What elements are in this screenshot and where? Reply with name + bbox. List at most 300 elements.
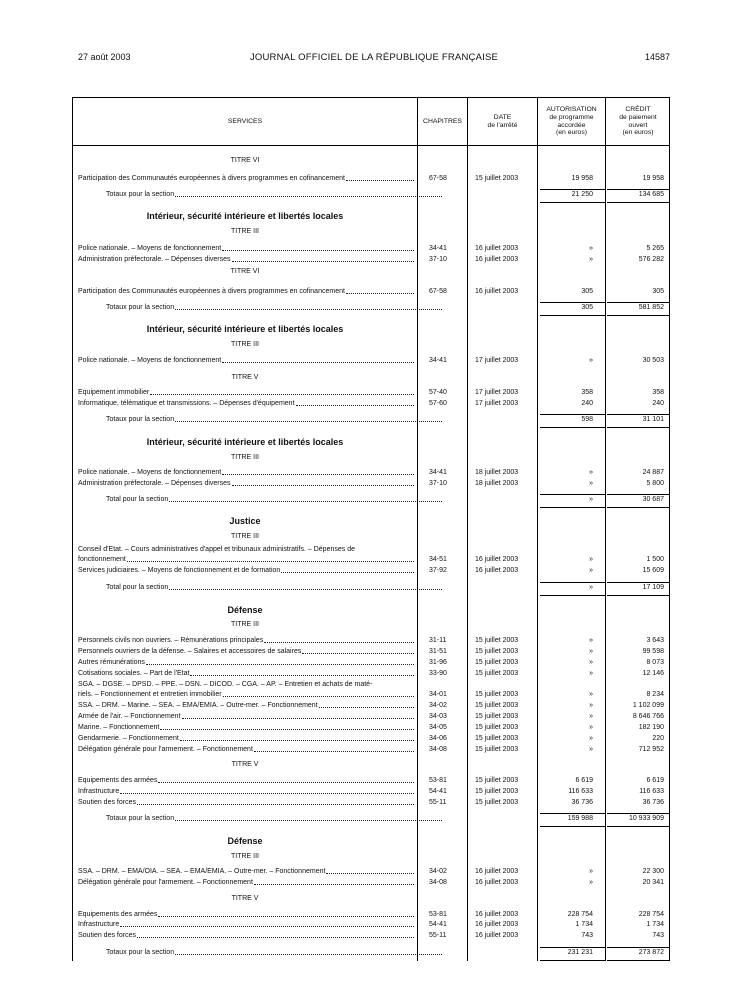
date-cell: 15 juillet 2003 (475, 788, 519, 795)
credit-cell: 36 736 (642, 799, 664, 806)
titre-heading (73, 852, 669, 862)
chapitre-cell: 34-08 (429, 879, 447, 886)
service-cell (78, 399, 414, 409)
table-row (73, 931, 669, 941)
autorisation-cell: » (589, 735, 593, 742)
credit-cell: 743 (652, 932, 664, 939)
service-label: Total pour la section (106, 584, 169, 591)
service-cell (78, 174, 414, 184)
autorisation-cell: » (589, 648, 593, 655)
dot-leader (180, 734, 414, 741)
autorisation-cell: » (589, 256, 593, 263)
titre-label: TITRE III (231, 853, 259, 860)
service-label: Equipement immobilier (78, 389, 150, 396)
date-cell: 16 juillet 2003 (475, 556, 519, 563)
service-cell (78, 658, 414, 668)
autorisation-cell: » (589, 868, 593, 875)
chapitre-cell: 34-01 (429, 691, 447, 698)
total-box (540, 582, 605, 596)
total-box (540, 189, 605, 203)
dot-leader (175, 814, 442, 821)
chapitre-cell: 34-03 (429, 713, 447, 720)
chapitre-cell: 34-02 (429, 868, 447, 875)
date-cell: 15 juillet 2003 (475, 691, 519, 698)
credit-cell: 8 234 (646, 691, 664, 698)
credit-cell: 8 073 (646, 659, 664, 666)
table-row (73, 468, 669, 478)
service-label: Totaux pour la section (106, 815, 175, 822)
autorisation-cell: 19 958 (571, 175, 593, 182)
autorisation-cell: » (589, 879, 593, 886)
service-label: Totaux pour la section (106, 191, 175, 198)
service-cell (78, 931, 414, 941)
autorisation-cell: » (589, 480, 593, 487)
autorisation-cell: 1 734 (575, 921, 593, 928)
table-row (73, 479, 669, 489)
service-cell (78, 255, 414, 265)
total-box (607, 813, 670, 827)
chapitre-cell: 34-41 (429, 245, 447, 252)
service-label: Autres rémunérations (78, 659, 145, 666)
service-cell (78, 910, 414, 920)
chapitre-cell: 31-51 (429, 648, 447, 655)
service-cell (78, 814, 442, 824)
date-cell: 16 juillet 2003 (475, 288, 519, 295)
table-row (73, 356, 669, 366)
credit-cell: 1 734 (646, 921, 664, 928)
total-box (607, 189, 670, 203)
chapitre-cell: 57-40 (429, 389, 447, 396)
dot-leader (175, 303, 442, 310)
credit-cell: 273 872 (638, 949, 664, 956)
table-row (73, 776, 669, 786)
total-row (73, 190, 669, 200)
service-label: Participation des Communautés européennes à divers programmes en cofinancement (78, 288, 345, 295)
total-row (73, 495, 669, 505)
date-cell: 17 juillet 2003 (475, 389, 519, 396)
date-cell: 16 juillet 2003 (475, 868, 519, 875)
header-separator (73, 145, 669, 146)
chapitre-cell: 57-60 (429, 400, 447, 407)
credit-cell: 30 503 (642, 357, 664, 364)
credit-cell: 358 (652, 389, 664, 396)
dot-leader (281, 566, 414, 573)
credit-cell: 6 619 (646, 777, 664, 784)
chapitre-cell: 34-06 (429, 735, 447, 742)
service-label: Armée de l'air. – Fonctionnement (78, 713, 181, 720)
service-cell (78, 745, 414, 755)
service-label: Equipements des armées (78, 911, 158, 918)
service-label: Participation des Communautés européennes à divers programmes en cofinancement (78, 175, 345, 182)
date-cell: 16 juillet 2003 (475, 256, 519, 263)
date-cell: 16 juillet 2003 (475, 911, 519, 918)
date-cell: 16 juillet 2003 (475, 879, 519, 886)
chapitre-cell: 34-51 (429, 556, 447, 563)
service-label: Totaux pour la section (106, 949, 175, 956)
autorisation-cell: 6 619 (575, 777, 593, 784)
autorisation-cell: 305 (581, 288, 593, 295)
autorisation-cell: 21 250 (571, 191, 593, 198)
table-row (73, 734, 669, 744)
credit-cell: 1 102 099 (632, 702, 664, 709)
service-label: Marine. – Fonctionnement (78, 724, 160, 731)
table-row (73, 920, 669, 930)
date-cell: 16 juillet 2003 (475, 921, 519, 928)
credit-cell: 116 633 (639, 788, 664, 795)
table-row (73, 658, 669, 668)
autorisation-cell: » (589, 637, 593, 644)
ministry-heading (73, 516, 669, 526)
chapitre-cell: 31-96 (429, 659, 447, 666)
chapitre-cell: 54-41 (429, 788, 447, 795)
service-cell (78, 636, 414, 646)
autorisation-cell: 358 (581, 389, 593, 396)
service-cell (78, 388, 414, 398)
ministry-name: Défense (227, 836, 263, 846)
titre-label: TITRE V (231, 374, 259, 381)
service-label: Délégation générale pour l'armement. – Fonctionnement (78, 879, 253, 886)
dot-leader (222, 468, 414, 475)
titre-label: TITRE V (231, 761, 259, 768)
service-cell (78, 555, 414, 565)
ministry-heading (73, 211, 669, 221)
dot-leader (160, 723, 414, 730)
service-cell (78, 878, 414, 888)
chapitre-cell: 67-58 (429, 175, 447, 182)
autorisation-cell: » (589, 556, 593, 563)
dot-leader (264, 636, 414, 643)
autorisation-cell: 159 988 (567, 815, 593, 822)
date-cell: 15 juillet 2003 (475, 702, 519, 709)
titre-label: TITRE III (231, 341, 259, 348)
chapitre-cell: 34-02 (429, 702, 447, 709)
credit-cell: 19 958 (642, 175, 664, 182)
table-row (73, 701, 669, 711)
dot-leader (120, 920, 414, 927)
autorisation-cell: 240 (581, 400, 593, 407)
service-cell (78, 701, 414, 711)
dot-leader (158, 776, 414, 783)
titre-heading (73, 620, 669, 630)
autorisation-cell: » (589, 724, 593, 731)
service-label: Equipements des armées (78, 777, 158, 784)
table-row (73, 798, 669, 808)
credit-cell: 5 265 (646, 245, 664, 252)
total-box (607, 302, 670, 316)
service-label: Cotisations sociales. – Part de l'Etat (78, 670, 190, 677)
credit-cell: 240 (652, 400, 664, 407)
col-header-credit: CRÉDIT de paiement ouvert (en euros) (619, 106, 657, 137)
service-label: Police nationale. – Moyens de fonctionnement (78, 469, 222, 476)
dot-leader (296, 399, 414, 406)
table-row (73, 723, 669, 733)
service-cell (78, 545, 414, 555)
table-row (73, 712, 669, 722)
autorisation-cell: » (589, 245, 593, 252)
service-label: Gendarmerie. – Fonctionnement (78, 735, 179, 742)
credit-cell: 305 (652, 288, 664, 295)
chapitre-cell: 33-90 (429, 670, 447, 677)
dot-leader (169, 495, 442, 502)
chapitre-cell: 34-05 (429, 724, 447, 731)
total-row (73, 948, 669, 958)
service-label: Délégation générale pour l'armement. – Fonctionnement (78, 746, 253, 753)
ministry-heading (73, 605, 669, 615)
service-cell (78, 647, 414, 657)
ministry-name: Intérieur, sécurité intérieure et libertés locales (146, 211, 344, 221)
service-cell (78, 712, 414, 722)
autorisation-cell: » (589, 496, 593, 503)
titre-heading (73, 156, 669, 166)
chapitre-cell: 53-81 (429, 777, 447, 784)
table-row (73, 287, 669, 297)
dot-leader (137, 798, 414, 805)
service-label: Police nationale. – Moyens de fonctionnement (78, 357, 222, 364)
credit-cell: 5 800 (646, 480, 664, 487)
autorisation-cell: » (589, 357, 593, 364)
service-label: Infrastructure (78, 788, 120, 795)
service-cell (78, 583, 442, 593)
total-box (540, 947, 605, 961)
service-cell (78, 734, 414, 744)
credit-cell: 220 (652, 735, 664, 742)
dot-leader (146, 658, 414, 665)
credit-cell: 24 887 (642, 469, 664, 476)
dot-leader (190, 669, 414, 676)
autorisation-cell: » (589, 702, 593, 709)
credit-cell: 581 852 (638, 304, 664, 311)
dot-leader (223, 690, 414, 697)
table-row (73, 399, 669, 409)
table-row (73, 555, 669, 565)
autorisation-cell: » (589, 670, 593, 677)
autorisation-cell: 598 (581, 416, 593, 423)
table-row (73, 867, 669, 877)
chapitre-cell: 37-92 (429, 567, 447, 574)
dot-leader (150, 388, 414, 395)
credit-cell: 182 190 (638, 724, 664, 731)
dot-leader (232, 479, 414, 486)
chapitre-cell: 37-10 (429, 480, 447, 487)
date-cell: 15 juillet 2003 (475, 735, 519, 742)
total-box (607, 947, 670, 961)
service-label: Personnels civils non ouvriers. – Rémunérations principales (78, 637, 264, 644)
col-header-autorisation: AUTORISATION de programme accordée (en euros) (546, 106, 597, 137)
dot-leader (319, 701, 414, 708)
table-row (73, 566, 669, 576)
credit-cell: 31 101 (642, 416, 664, 423)
service-cell (78, 244, 414, 254)
date-cell: 18 juillet 2003 (475, 480, 519, 487)
credit-cell: 20 341 (642, 879, 664, 886)
credit-cell: 12 146 (642, 670, 664, 677)
service-cell (78, 723, 414, 733)
total-row (73, 583, 669, 593)
ministry-heading (73, 836, 669, 846)
titre-heading (73, 532, 669, 542)
service-cell (78, 680, 414, 690)
date-cell: 15 juillet 2003 (475, 724, 519, 731)
titre-heading (73, 340, 669, 350)
dot-leader (302, 647, 414, 654)
date-cell: 15 juillet 2003 (475, 777, 519, 784)
titre-heading (73, 760, 669, 770)
col-header-date: DATE de l'arrêté (487, 113, 518, 129)
chapitre-cell: 54-41 (429, 921, 447, 928)
service-label: Informatique, télématique et transmissions. – Dépenses d'équipement (78, 400, 295, 407)
table-row (73, 745, 669, 755)
credit-cell: 134 685 (638, 191, 664, 198)
dot-leader (254, 745, 414, 752)
autorisation-cell: » (589, 713, 593, 720)
total-row (73, 303, 669, 313)
autorisation-cell: 116 633 (568, 788, 593, 795)
date-cell: 15 juillet 2003 (475, 637, 519, 644)
service-label: Administration préfectorale. – Dépenses diverses (78, 480, 231, 487)
titre-heading (73, 373, 669, 383)
credit-cell: 10 933 909 (628, 815, 664, 822)
autorisation-cell: 743 (581, 932, 593, 939)
service-label: Administration préfectorale. – Dépenses diverses (78, 256, 231, 263)
credit-cell: 3 643 (646, 637, 664, 644)
credit-cell: 1 500 (646, 556, 664, 563)
table-row (73, 636, 669, 646)
credit-cell: 30 687 (642, 496, 664, 503)
col-header-services: SERVICES (227, 117, 263, 125)
chapitre-cell: 55-11 (429, 932, 447, 939)
service-cell (78, 190, 442, 200)
titre-label: TITRE III (231, 621, 259, 628)
service-label: Totaux pour la section (106, 416, 175, 423)
service-cell (78, 798, 414, 808)
ministry-heading (73, 437, 669, 447)
service-label: Soutien des forces (78, 932, 136, 939)
total-box (607, 494, 670, 508)
service-cell (78, 303, 442, 313)
table-row (73, 878, 669, 888)
table-row (73, 255, 669, 265)
service-label: riels. – Fonctionnement et entretien immobilier (78, 691, 222, 698)
service-cell (78, 920, 414, 930)
dot-leader (127, 555, 414, 562)
service-label: Infrastructure (78, 921, 120, 928)
service-label: Total pour la section (106, 496, 169, 503)
ministry-heading (73, 324, 669, 334)
titre-label: TITRE III (231, 533, 259, 540)
total-box (607, 582, 670, 596)
table-row (73, 669, 669, 679)
service-cell (78, 566, 414, 576)
chapitre-cell: 34-41 (429, 357, 447, 364)
autorisation-cell: 305 (581, 304, 593, 311)
table-row (73, 787, 669, 797)
service-label: Personnels ouvriers de la défense. – Salaires et accessoires de salaires (78, 648, 302, 655)
dot-leader (232, 255, 414, 262)
service-label: SSA. – DRM. – Marine. – SEA. – EMA/EMIA. – Outre-mer. – Fonctionnement (78, 702, 318, 709)
total-box (540, 414, 605, 428)
dot-leader (222, 356, 414, 363)
dot-leader (158, 910, 414, 917)
dot-leader (254, 878, 414, 885)
titre-heading (73, 227, 669, 237)
service-cell (78, 690, 414, 700)
header-date: 27 août 2003 (78, 52, 131, 62)
dot-leader (175, 415, 442, 422)
dot-leader (222, 244, 414, 251)
date-cell: 17 juillet 2003 (475, 400, 519, 407)
chapitre-cell: 37-10 (429, 256, 447, 263)
date-cell: 15 juillet 2003 (475, 648, 519, 655)
dot-leader (346, 174, 414, 181)
table-row (73, 388, 669, 398)
titre-heading (73, 453, 669, 463)
date-cell: 17 juillet 2003 (475, 357, 519, 364)
credit-cell: 8 646 766 (632, 713, 664, 720)
service-label: Conseil d'Etat. – Cours administratives d'appel et tribunaux administratifs. – Dépenses de (78, 546, 355, 553)
date-cell: 15 juillet 2003 (475, 713, 519, 720)
page-number: 14587 (644, 52, 670, 62)
credit-cell: 99 598 (642, 648, 664, 655)
service-label: Totaux pour la section (106, 304, 175, 311)
autorisation-cell: 36 736 (571, 799, 593, 806)
dot-leader (120, 787, 414, 794)
dot-leader (346, 287, 414, 294)
journal-title: JOURNAL OFFICIEL DE LA RÉPUBLIQUE FRANÇAISE (249, 52, 499, 63)
service-cell (78, 415, 442, 425)
credit-cell: 712 952 (638, 746, 664, 753)
date-cell: 16 juillet 2003 (475, 245, 519, 252)
titre-label: TITRE VI (230, 268, 260, 275)
autorisation-cell: » (589, 691, 593, 698)
autorisation-cell: » (589, 469, 593, 476)
credit-cell: 576 282 (638, 256, 664, 263)
date-cell: 18 juillet 2003 (475, 469, 519, 476)
credit-cell: 22 300 (642, 868, 664, 875)
table-row (73, 647, 669, 657)
credit-cell: 15 609 (642, 567, 664, 574)
chapitre-cell: 55-11 (429, 799, 447, 806)
titre-label: TITRE III (231, 454, 259, 461)
dot-leader (182, 712, 414, 719)
service-cell (78, 468, 414, 478)
col-header-chapitres: CHAPITRES (423, 117, 462, 125)
ministry-name: Justice (229, 516, 261, 526)
service-label: fonctionnement (78, 556, 126, 563)
titre-label: TITRE VI (230, 157, 260, 164)
table-row (73, 174, 669, 184)
total-box (540, 302, 605, 316)
total-box (607, 414, 670, 428)
titre-heading (73, 894, 669, 904)
date-cell: 15 juillet 2003 (475, 746, 519, 753)
table-row (73, 244, 669, 254)
service-cell (78, 948, 442, 958)
table-row (73, 680, 669, 690)
autorisation-cell: » (589, 567, 593, 574)
chapitre-cell: 31-11 (429, 637, 447, 644)
credit-cell: 228 754 (638, 911, 664, 918)
total-row (73, 814, 669, 824)
date-cell: 15 juillet 2003 (475, 799, 519, 806)
date-cell: 15 juillet 2003 (475, 670, 519, 677)
service-cell (78, 787, 414, 797)
autorisation-cell: » (589, 584, 593, 591)
table-row (73, 910, 669, 920)
credits-table (72, 97, 670, 961)
dot-leader (175, 948, 442, 955)
ministry-name: Intérieur, sécurité intérieure et libertés locales (146, 437, 344, 447)
service-label: Police nationale. – Moyens de fonctionnement (78, 245, 222, 252)
